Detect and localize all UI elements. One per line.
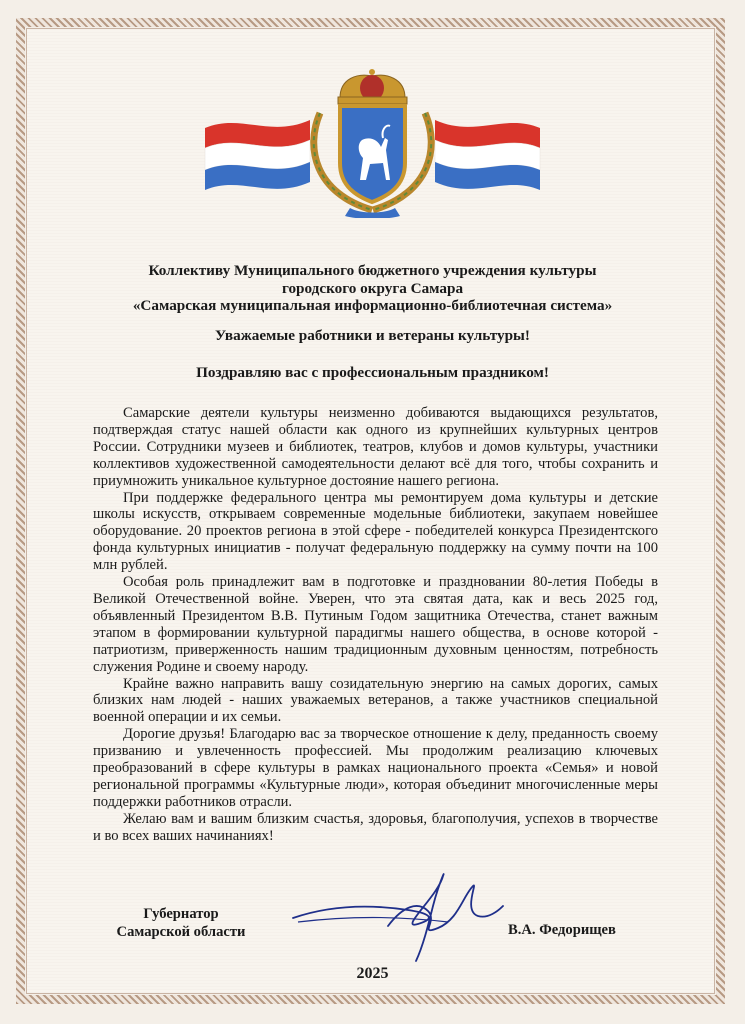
paragraph-6: Желаю вам и вашим близким счастья, здоровья, благополучия, успехов в творчестве и во всех ваших начинаниях! xyxy=(93,810,658,844)
signatory-title xyxy=(96,905,266,941)
handwritten-signature-icon xyxy=(288,866,508,966)
paragraph-5: Дорогие друзья! Благодарю вас за творческое отношение к делу, преданность своему призванию и увлеченность профессией. Мы продолжим реализацию ключевых преобразований в сфере культуры в рамках национального проекта «Семья» и новой региональной программы «Культурные люди», которая объединит многочисленные меры поддержки работников отрасли. xyxy=(93,726,658,810)
signatory-title-line-2: Самарской области xyxy=(116,924,246,940)
flag-right-icon xyxy=(435,120,540,190)
addressee-block xyxy=(40,262,705,315)
paragraph-1: Самарские деятели культуры неизменно добиваются выдающихся результатов, подтверждая статус нашей области как одного из крупнейших культурных центров России. Сотрудники музеев и библиотек, театров, клубов и домов культуры, участники коллективов художественной самодеятельности делают всё для того, чтобы сохранить и приумножить уникальное культурное достояние нашего региона. xyxy=(93,405,658,489)
document-year: 2025 xyxy=(356,965,389,982)
paragraph-2: При поддержке федерального центра мы ремонтируем дома культуры и детские школы искусств, открываем современные модельные библиотеки, закупаем новейшее оборудование. 20 проектов региона в этой сфере - победителей конкурса Президентского фонда культурных инициатив - получат федеральную поддержку на сумму почти на 100 млн рублей. xyxy=(93,489,658,574)
addressee-line-2: городского округа Самара xyxy=(281,279,464,297)
ribbon-icon xyxy=(345,208,400,218)
samara-coat-of-arms-emblem xyxy=(200,68,545,218)
shield-icon xyxy=(340,106,405,202)
crown-icon xyxy=(338,69,407,104)
paragraph-3: Особая роль принадлежит вам в подготовке и праздновании 80-летия Победы в Великой Отечественной войне. Уверен, что эта святая дата, как и весь 2025 год, объявленный Президентом В.В. Путиным Годом защитника Отечества, станет важным этапом в формировании культурной парадигмы нашего общества, в основе которой - патриотизм, приверженность нашим традиционным духовным ценностям, потребность служения Родине и своему народу. xyxy=(93,574,658,675)
flag-left-icon xyxy=(205,120,310,190)
greeting-heading: Уважаемые работники и ветераны культуры! xyxy=(215,327,530,344)
addressee-line-1: Коллективу Муниципального бюджетного учреждения культуры xyxy=(148,262,597,279)
signatory-name: В.А. Федорищев xyxy=(508,922,616,938)
addressee-line-3: «Самарская муниципальная информационно-библиотечная система» xyxy=(132,297,613,314)
signatory-title-line-1: Губернатор xyxy=(143,906,219,922)
letter-body xyxy=(93,405,658,845)
congratulation-heading: Поздравляю вас с профессиональным праздником! xyxy=(196,364,549,381)
paragraph-4: Крайне важно направить вашу созидательную энергию на самых дорогих, самых близких нам людей - наших уважаемых ветеранов, а также участников специальной военной операции и их семьи. xyxy=(93,675,658,726)
